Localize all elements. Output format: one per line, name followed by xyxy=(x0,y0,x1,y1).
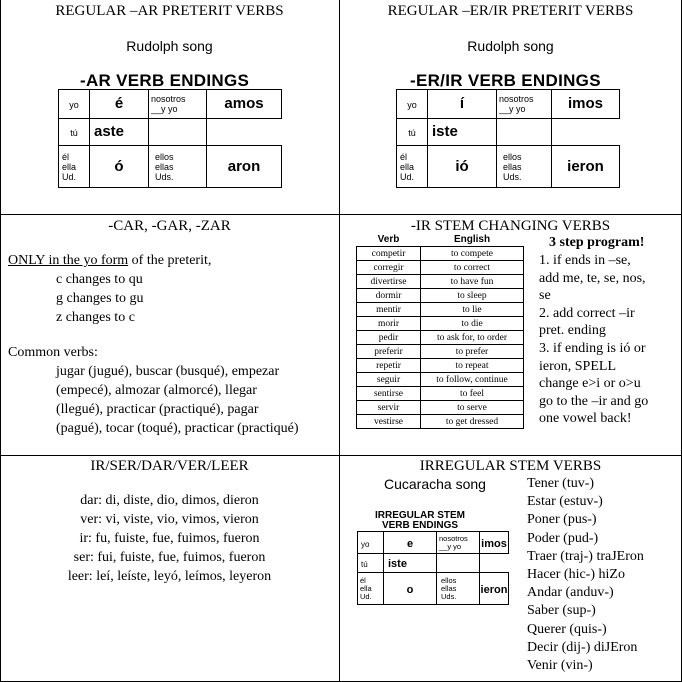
pronoun: ellas xyxy=(503,161,522,172)
intro-line xyxy=(8,253,211,269)
intro-rest: of the preterit, xyxy=(128,253,212,268)
pronoun: nosotros xyxy=(499,94,534,104)
endings-table xyxy=(357,531,509,605)
pronoun: él xyxy=(360,575,366,585)
program-line: one vowel back! xyxy=(539,411,632,427)
ending: iste xyxy=(432,123,458,140)
endings-title: -AR VERB ENDINGS xyxy=(80,71,250,90)
pronoun: nosotros xyxy=(439,533,468,543)
table-row xyxy=(357,247,524,261)
program-line: se xyxy=(539,288,551,304)
ending: ieron xyxy=(480,583,508,596)
conjugation-line: leer: leí, leíste, leyó, leímos, leyeron xyxy=(67,569,272,584)
program-line: 2. add correct –ir xyxy=(539,305,635,321)
conjugation-line: ir: fu, fuiste, fue, fuimos, fueron xyxy=(79,531,260,546)
verb-cell: morir xyxy=(357,317,421,331)
english-cell: to correct xyxy=(421,261,524,275)
common-line: (pagué), tocar (toqué), practicar (practiqué) xyxy=(56,421,299,436)
table-row xyxy=(357,303,524,317)
table-row xyxy=(357,387,524,401)
common-line: jugar (jugué), buscar (busqué), empezar xyxy=(56,364,280,379)
pronoun: yo xyxy=(407,100,417,110)
rule-line: z changes to c xyxy=(56,310,135,325)
stem-verbs-table xyxy=(356,233,524,429)
table-row xyxy=(357,345,524,359)
list-item: Saber (sup-) xyxy=(527,603,596,619)
ending: í xyxy=(459,95,465,112)
ending: iste xyxy=(388,558,407,570)
cell-ir-stem-changing xyxy=(340,215,681,455)
program-line: 3. if ending is ió or xyxy=(539,340,646,356)
rule-line: c changes to qu xyxy=(56,272,143,287)
col-header-verb: Verb xyxy=(377,234,400,245)
common-label: Common verbs: xyxy=(8,345,98,360)
pronoun: Uds. xyxy=(503,171,522,182)
program-steps xyxy=(539,252,669,428)
irregular-verb-list xyxy=(527,475,644,675)
endings-title-line-2: VERB ENDINGS xyxy=(381,520,459,531)
program-line: ieron, SPELL xyxy=(539,358,616,374)
table-row xyxy=(357,331,524,345)
list-item: Poder (pud-) xyxy=(527,530,599,546)
verb-cell: dormir xyxy=(357,289,421,303)
common-line: (empecé), almozar (almorcé), llegar xyxy=(56,383,257,398)
pronoun: ella xyxy=(360,583,372,593)
list-item: Poner (pus-) xyxy=(527,512,597,528)
program-line: add me, te, se, nos, xyxy=(539,270,646,286)
list-item: Hacer (hic-) hiZo xyxy=(527,567,625,583)
list-item: Andar (anduv-) xyxy=(527,585,614,601)
table-row xyxy=(357,359,524,373)
verb-cell: seguir xyxy=(357,373,421,387)
program-line: change e>i or o>u xyxy=(539,376,641,392)
pronoun: __y yo xyxy=(439,541,462,551)
verb-cell: mentir xyxy=(357,303,421,317)
english-cell: to lie xyxy=(421,303,524,317)
english-cell: to get dressed xyxy=(421,415,524,429)
pronoun: yo xyxy=(69,100,79,110)
pronoun: Ud. xyxy=(360,591,372,601)
cell-title: REGULAR –ER/IR PRETERIT VERBS xyxy=(387,3,634,19)
english-cell: to have fun xyxy=(421,275,524,289)
pronoun: ellas xyxy=(441,583,457,593)
ending: e xyxy=(406,537,414,550)
table-row xyxy=(357,275,524,289)
rule-line: g changes to gu xyxy=(56,291,144,306)
song-name: Rudolph song xyxy=(126,38,213,54)
english-cell: to repeat xyxy=(421,359,524,373)
program-title: 3 step program! xyxy=(549,235,645,250)
verb-cell: sentirse xyxy=(357,387,421,401)
table-row xyxy=(357,401,524,415)
verb-cell: competir xyxy=(357,247,421,261)
list-item: Traer (traj-) traJEron xyxy=(527,548,644,564)
pronoun: él xyxy=(400,151,408,162)
list-item: Estar (estuv-) xyxy=(527,494,603,510)
english-cell: to prefer xyxy=(421,345,524,359)
pronoun: nosotros xyxy=(151,94,186,104)
program-line: 1. if ends in –se, xyxy=(539,253,631,268)
cell-title: IRREGULAR STEM VERBS xyxy=(419,458,602,474)
pronoun: ellos xyxy=(155,151,174,162)
conjugation-line: ver: vi, viste, vio, vimos, vieron xyxy=(80,512,259,527)
cell-title: IR/SER/DAR/VER/LEER xyxy=(90,458,249,474)
english-cell: to sleep xyxy=(421,289,524,303)
conjugation-line: ser: fui, fuiste, fue, fuimos, fueron xyxy=(73,550,266,565)
cell-ir-ser-dar-ver-leer xyxy=(0,456,339,681)
pronoun: tú xyxy=(408,128,416,138)
pronoun: Uds. xyxy=(441,591,457,601)
col-header-english: English xyxy=(453,234,491,245)
list-item: Querer (quis-) xyxy=(527,621,607,637)
ending: aron xyxy=(227,157,261,175)
ending: amos xyxy=(224,95,264,112)
cell-ar-verbs xyxy=(0,0,339,214)
pronoun: __y yo xyxy=(151,104,178,114)
ending: ió xyxy=(455,157,469,175)
intro-underlined: ONLY in the yo form xyxy=(8,253,129,268)
table-row xyxy=(357,373,524,387)
pronoun: ellas xyxy=(155,161,174,172)
pronoun: __y yo xyxy=(499,104,526,114)
song-name: Rudolph song xyxy=(467,38,554,54)
table-row xyxy=(357,289,524,303)
ending: aste xyxy=(94,123,125,140)
english-cell: to follow, continue xyxy=(421,373,524,387)
program-line: go to the –ir and go xyxy=(539,393,649,409)
ending: imos xyxy=(481,537,507,550)
pronoun: Ud. xyxy=(400,171,415,182)
verb-cell: divertirse xyxy=(357,275,421,289)
cell-title: REGULAR –AR PRETERIT VERBS xyxy=(55,3,284,19)
pronoun: ellos xyxy=(441,575,457,585)
english-cell: to feel xyxy=(421,387,524,401)
english-cell: to serve xyxy=(421,401,524,415)
cell-er-ir-verbs xyxy=(340,0,681,214)
pronoun: ellos xyxy=(503,151,522,162)
endings-title-line-1: IRREGULAR STEM xyxy=(375,510,465,521)
cell-car-gar-zar xyxy=(0,215,339,455)
pronoun: él xyxy=(62,151,70,162)
conjugation-line: dar: di, diste, dio, dimos, dieron xyxy=(80,493,259,508)
cell-title: -IR STEM CHANGING VERBS xyxy=(410,218,611,234)
table-row xyxy=(357,317,524,331)
ending: é xyxy=(114,95,124,112)
ending: o xyxy=(406,583,414,596)
list-item: Tener (tuv-) xyxy=(527,476,595,491)
ending: ó xyxy=(114,157,124,175)
verb-cell: repetir xyxy=(357,359,421,373)
list-item: Decir (dij-) diJEron xyxy=(527,639,638,655)
verb-cell: pedir xyxy=(357,331,421,345)
endings-title xyxy=(360,511,480,531)
program-line: pret. ending xyxy=(539,323,606,339)
pronoun: ella xyxy=(62,161,77,172)
pronoun: yo xyxy=(361,539,370,549)
table-row xyxy=(357,261,524,275)
ending: imos xyxy=(567,95,603,112)
pronoun: Ud. xyxy=(62,171,77,182)
cell-irregular-stem xyxy=(340,456,681,681)
english-cell: to die xyxy=(421,317,524,331)
ending: ieron xyxy=(567,157,604,175)
endings-table xyxy=(58,89,282,188)
english-cell: to compete xyxy=(421,247,524,261)
song-name: Cucaracha song xyxy=(384,476,486,492)
endings-title: -ER/IR VERB ENDINGS xyxy=(410,71,601,90)
pronoun: tú xyxy=(70,128,78,138)
verb-cell: preferir xyxy=(357,345,421,359)
verb-cell: corregir xyxy=(357,261,421,275)
endings-table xyxy=(396,89,620,188)
common-line: (llegué), practicar (practiqué), pagar xyxy=(56,402,259,417)
pronoun: tú xyxy=(361,560,368,569)
verb-cell: servir xyxy=(357,401,421,415)
table-row xyxy=(357,415,524,429)
cell-title: -CAR, -GAR, -ZAR xyxy=(108,218,231,234)
verb-cell: vestirse xyxy=(357,415,421,429)
pronoun: Uds. xyxy=(155,171,174,182)
list-item: Venir (vin-) xyxy=(527,658,593,674)
pronoun: ella xyxy=(400,161,415,172)
english-cell: to ask for, to order xyxy=(421,331,524,345)
